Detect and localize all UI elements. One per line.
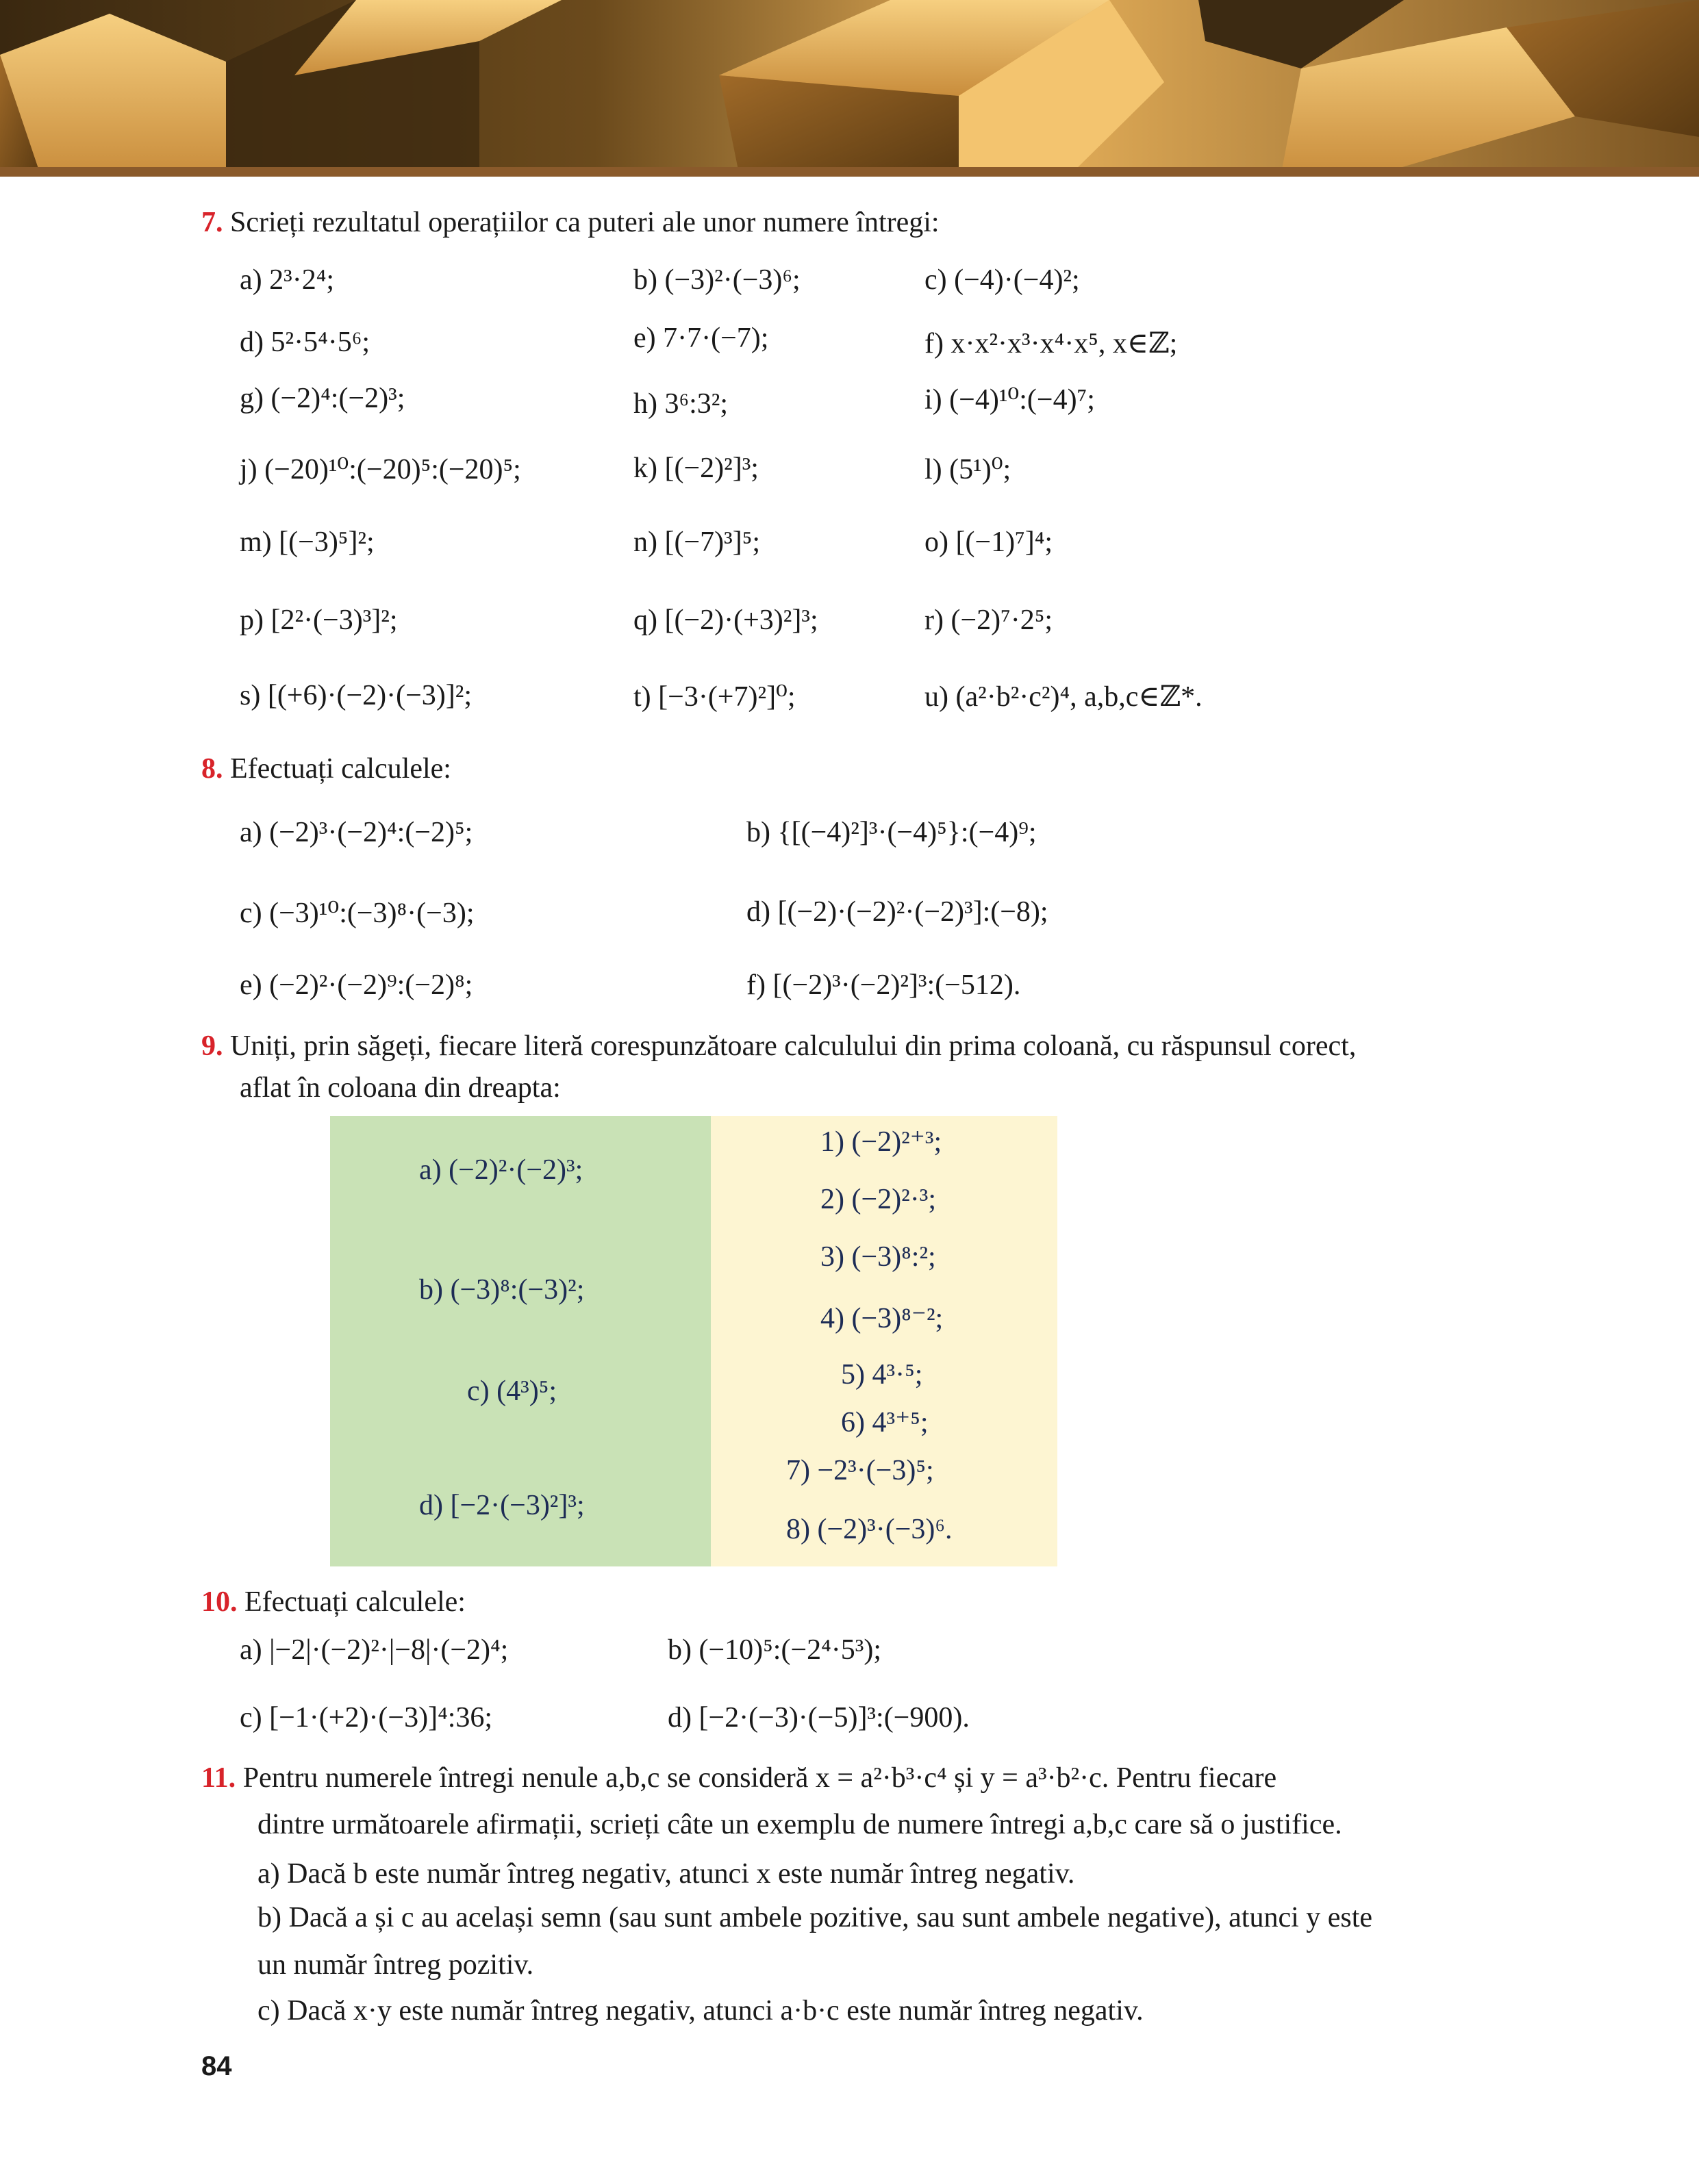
ex8-number: 8. [201, 753, 223, 785]
ex8-heading [201, 752, 451, 786]
ex7-item-p: p) [2²·(−3)³]²; [240, 605, 398, 636]
ex8-item-c: c) (−3)¹⁰:(−3)⁸·(−3); [240, 898, 475, 929]
ex10-item-c: c) [−1·(+2)·(−3)]⁴:36; [240, 1702, 493, 1734]
ex7-item-a: a) 2³·2⁴; [240, 264, 335, 296]
ex10-item-b: b) (−10)⁵:(−2⁴·5³); [668, 1634, 882, 1666]
ex7-item-d: d) 5²·5⁴·5⁶; [240, 327, 370, 358]
ex8-text: Efectuați calculele: [230, 753, 451, 785]
ex9-number: 9. [201, 1030, 223, 1062]
ex9-left-c[interactable]: c) (4³)⁵; [467, 1375, 557, 1407]
ex9-matching-table [330, 1116, 1057, 1566]
ex7-item-f: f) x·x²·x³·x⁴·x⁵, x∈ℤ; [924, 328, 1178, 359]
ex9-heading [201, 1029, 1356, 1063]
ex7-item-s: s) [(+6)·(−2)·(−3)]²; [240, 680, 473, 711]
ex10-number: 10. [201, 1586, 238, 1618]
ex7-item-e: e) 7·7·(−7); [633, 322, 769, 354]
ex7-item-r: r) (−2)⁷·2⁵; [924, 605, 1053, 636]
ex11-line2: dintre următoarele afirmații, scrieți câte un exemplu de numere întregi a,b,c care să o justifice. [257, 1809, 1342, 1840]
ex11-line1: Pentru numerele întregi nenule a,b,c se consideră x = a²·b³·c⁴ și y = a³·b²·c. Pentru fiecare [242, 1762, 1277, 1794]
page-number: 84 [201, 2051, 232, 2081]
ex7-number: 7. [201, 207, 223, 238]
ex9-left-d[interactable]: d) [−2·(−3)²]³; [419, 1490, 585, 1521]
ex8-item-b: b) {[(−4)²]³·(−4)⁵}:(−4)⁹; [746, 817, 1037, 848]
ex8-item-e: e) (−2)²·(−2)⁹:(−2)⁸; [240, 969, 473, 1001]
ex7-item-h: h) 3⁶:3²; [633, 388, 729, 420]
ex7-item-u: u) (a²·b²·c²)⁴, a,b,c∈ℤ*. [924, 681, 1203, 713]
ex7-item-t: t) [−3·(+7)²]⁰; [633, 681, 796, 713]
ex9-right-5[interactable]: 5) 4³·⁵; [841, 1359, 923, 1391]
ex9-left-column [330, 1116, 711, 1566]
ex7-item-b: b) (−3)²·(−3)⁶; [633, 264, 801, 296]
header-banner-image [0, 0, 1699, 177]
ex9-text-line1: Uniți, prin săgeți, fiecare literă corespunzătoare calculului din prima coloană, cu răspunsul corect, [230, 1030, 1357, 1062]
ex9-right-2[interactable]: 2) (−2)²·³; [820, 1184, 936, 1215]
ex7-item-o: o) [(−1)⁷]⁴; [924, 526, 1053, 558]
ex9-left-a[interactable]: a) (−2)²·(−2)³; [419, 1154, 583, 1186]
ex8-item-f: f) [(−2)³·(−2)²]³:(−512). [746, 969, 1021, 1001]
ex11-statement-a: a) Dacă b este număr întreg negativ, atunci x este număr întreg negativ. [257, 1858, 1075, 1890]
ex7-item-k: k) [(−2)²]³; [633, 453, 759, 484]
ex10-text: Efectuați calculele: [244, 1586, 466, 1618]
ex9-right-column [711, 1116, 1057, 1566]
ex7-item-q: q) [(−2)·(+3)²]³; [633, 605, 818, 636]
ex9-right-4[interactable]: 4) (−3)⁸⁻²; [820, 1303, 944, 1334]
ex10-heading [201, 1585, 466, 1619]
ex11-number: 11. [201, 1762, 236, 1794]
ex10-item-d: d) [−2·(−3)·(−5)]³:(−900). [668, 1702, 970, 1734]
ex7-item-n: n) [(−7)³]⁵; [633, 526, 761, 558]
ex9-right-8[interactable]: 8) (−2)³·(−3)⁶. [786, 1514, 953, 1545]
ex11-statement-b-line2: un număr întreg pozitiv. [257, 1949, 534, 1981]
ex9-right-1[interactable]: 1) (−2)²⁺³; [820, 1126, 942, 1158]
ex7-text: Scrieți rezultatul operațiilor ca puteri ale unor numere întregi: [230, 207, 940, 238]
ex9-left-b[interactable]: b) (−3)⁸:(−3)²; [419, 1274, 585, 1306]
ex7-item-l: l) (5¹)⁰; [924, 454, 1011, 485]
ex11-heading [201, 1761, 1276, 1795]
ex7-item-g: g) (−2)⁴:(−2)³; [240, 383, 405, 414]
ex7-item-c: c) (−4)·(−4)²; [924, 264, 1080, 296]
ex7-heading [201, 205, 940, 240]
ex8-item-a: a) (−2)³·(−2)⁴:(−2)⁵; [240, 817, 473, 848]
ex9-text-line2: aflat în coloana din dreapta: [240, 1072, 561, 1104]
ex11-statement-b-line1: b) Dacă a și c au același semn (sau sunt ambele pozitive, sau sunt ambele negative), atunci y este [257, 1902, 1373, 1933]
ex11-statement-c: c) Dacă x·y este număr întreg negativ, atunci a·b·c este număr întreg negativ. [257, 1995, 1144, 2027]
ex10-item-a: a) |−2|·(−2)²·|−8|·(−2)⁴; [240, 1634, 509, 1666]
ex9-right-6[interactable]: 6) 4³⁺⁵; [841, 1407, 929, 1438]
ex7-item-i: i) (−4)¹⁰:(−4)⁷; [924, 384, 1095, 416]
ex7-item-j: j) (−20)¹⁰:(−20)⁵:(−20)⁵; [240, 454, 521, 485]
ex7-item-m: m) [(−3)⁵]²; [240, 526, 375, 558]
ex9-right-3[interactable]: 3) (−3)⁸:²; [820, 1241, 936, 1273]
ex9-right-7[interactable]: 7) −2³·(−3)⁵; [786, 1455, 934, 1486]
ex8-item-d: d) [(−2)·(−2)²·(−2)³]:(−8); [746, 896, 1048, 928]
